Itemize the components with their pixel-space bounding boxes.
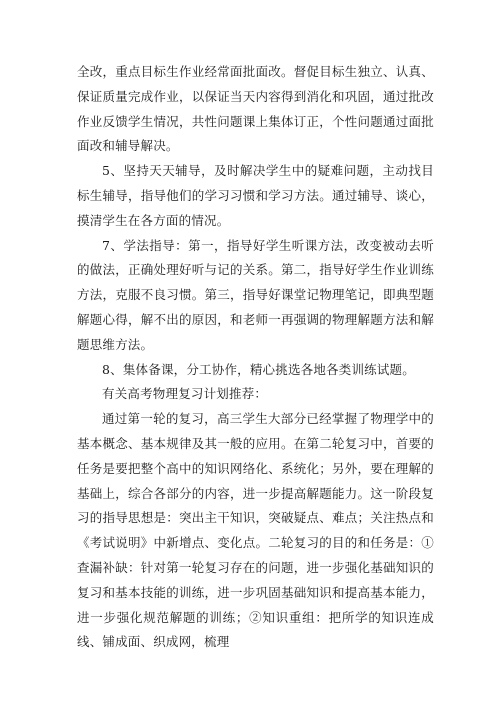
paragraph-4: 8、集体备课，分工协作，精心挑选各地各类训练试题。 [102,361,415,377]
paragraph-6: 通过第一轮的复习，高三学生大部分已经掌握了物理学中的基本概念、基本规律及其一般的应用。在第二轮复习中，首要的任务是要把整个高中的知识网络化、系统化；另外，要在理解的基础上，综合各部分的内容，进一步提高解题能力。这一阶段复习的指导思想是：突出主干知识，突破疑点、难点；关注热点和《考试说明》中新增点、变化点。二轮复习的目的和任务是：①查漏补缺：针对第一轮复习存在的问题，进一步强化基础知识的复习和基本技能的训练，进一步巩固基础知识和提高基本能力，进一步强化规范解题的训练；②知识重组：把所学的知识连成线、铺成面、织成网，梳理 [77,411,434,650]
document-body [77,60,434,655]
paragraph-5: 有关高考物理复习计划推荐： [102,386,268,402]
paragraph-1: 全改，重点目标生作业经常面批面改。督促目标生独立、认真、保证质量完成作业，以保证当天内容得到消化和巩固，通过批改作业反馈学生情况，共性问题课上集体订正，个性问题通过面批面改和辅导解决。 [77,64,434,154]
paragraph-2: 5、坚持天天辅导，及时解决学生中的疑难问题，主动找目标生辅导，指导他们的学习习惯和学习方法。通过辅导、谈心，摸清学生在各方面的情况。 [77,163,434,228]
paragraph-3: 7、学法指导：第一，指导好学生听课方法，改变被动去听的做法，正确处理好听与记的关系。第二，指导好学生作业训练方法，克服不良习惯。第三，指导好课堂记物理笔记，即典型题解题心得，解不出的原因，和老师一再强调的物理解题方法和解题思维方法。 [77,237,434,352]
